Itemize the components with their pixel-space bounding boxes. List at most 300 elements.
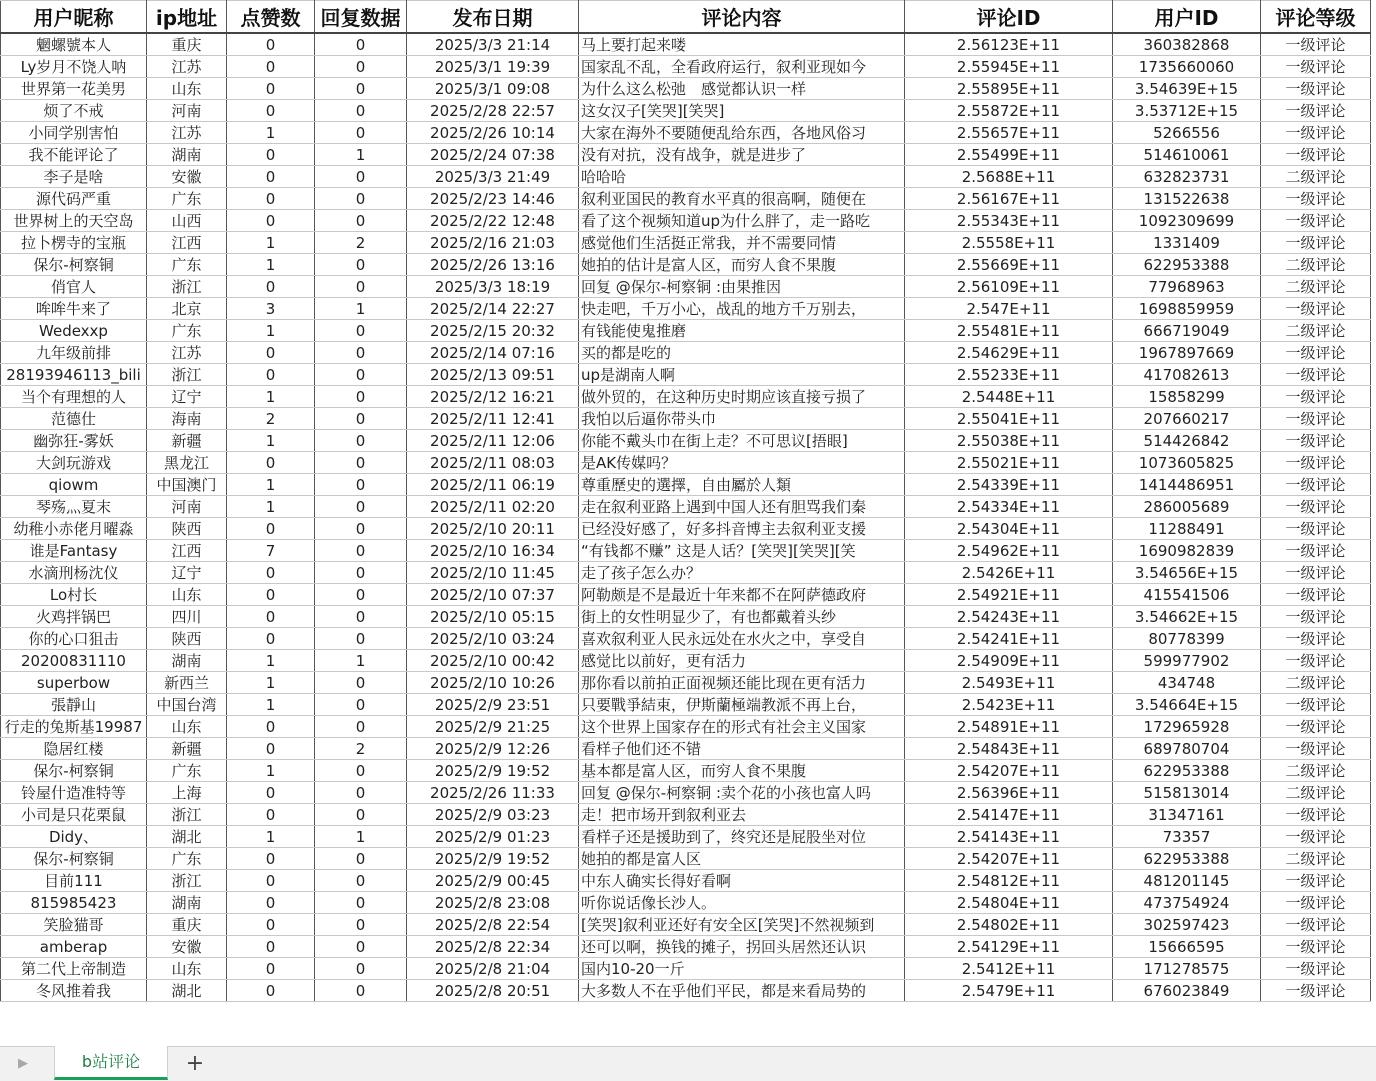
- cell-comment-id[interactable]: 2.56123E+11: [905, 33, 1113, 56]
- cell-ip[interactable]: 江苏: [147, 342, 227, 364]
- cell-content[interactable]: 看样子他们还不错: [579, 738, 905, 760]
- cell-replies[interactable]: 0: [315, 694, 407, 716]
- cell-replies[interactable]: 0: [315, 78, 407, 100]
- cell-comment-id[interactable]: 2.5448E+11: [905, 386, 1113, 408]
- cell-content[interactable]: 中东人确实长得好看啊: [579, 870, 905, 892]
- cell-ip[interactable]: 陕西: [147, 628, 227, 650]
- cell-date[interactable]: 2025/2/22 12:48: [407, 210, 579, 232]
- cell-ip[interactable]: 新疆: [147, 430, 227, 452]
- table-row[interactable]: [1, 188, 1371, 210]
- cell-ip[interactable]: 中国台湾: [147, 694, 227, 716]
- cell-level[interactable]: 一级评论: [1261, 144, 1371, 166]
- cell-ip[interactable]: 湖南: [147, 650, 227, 672]
- cell-replies[interactable]: 2: [315, 738, 407, 760]
- cell-replies[interactable]: 0: [315, 958, 407, 980]
- cell-user-id[interactable]: 599977902: [1113, 650, 1261, 672]
- table-row[interactable]: [1, 452, 1371, 474]
- cell-content[interactable]: 买的都是吃的: [579, 342, 905, 364]
- cell-replies[interactable]: 1: [315, 298, 407, 320]
- cell-user-id[interactable]: 1331409: [1113, 232, 1261, 254]
- col-header-replies[interactable]: 回复数据: [315, 1, 407, 34]
- cell-user-id[interactable]: 31347161: [1113, 804, 1261, 826]
- cell-nickname[interactable]: 琴殇灬夏末: [1, 496, 147, 518]
- cell-level[interactable]: 一级评论: [1261, 210, 1371, 232]
- cell-level[interactable]: 一级评论: [1261, 826, 1371, 848]
- cell-ip[interactable]: 河南: [147, 496, 227, 518]
- table-row[interactable]: [1, 496, 1371, 518]
- cell-replies[interactable]: 0: [315, 870, 407, 892]
- cell-comment-id[interactable]: 2.54241E+11: [905, 628, 1113, 650]
- cell-comment-id[interactable]: 2.54804E+11: [905, 892, 1113, 914]
- cell-ip[interactable]: 安徽: [147, 936, 227, 958]
- cell-ip[interactable]: 湖南: [147, 144, 227, 166]
- cell-nickname[interactable]: 铃屋什造准特等: [1, 782, 147, 804]
- cell-date[interactable]: 2025/2/11 08:03: [407, 452, 579, 474]
- cell-content[interactable]: 走！把市场开到叙利亚去: [579, 804, 905, 826]
- cell-content[interactable]: 回复 @保尔-柯察铜 :卖个花的小孩也富人吗: [579, 782, 905, 804]
- cell-nickname[interactable]: 20200831110: [1, 650, 147, 672]
- cell-nickname[interactable]: 源代码严重: [1, 188, 147, 210]
- cell-level[interactable]: 一级评论: [1261, 804, 1371, 826]
- cell-nickname[interactable]: 魍螺號本人: [1, 33, 147, 56]
- table-row[interactable]: [1, 430, 1371, 452]
- cell-replies[interactable]: 0: [315, 584, 407, 606]
- cell-level[interactable]: 一级评论: [1261, 650, 1371, 672]
- cell-content[interactable]: up是湖南人啊: [579, 364, 905, 386]
- cell-likes[interactable]: 0: [227, 364, 315, 386]
- cell-level[interactable]: 一级评论: [1261, 33, 1371, 56]
- cell-user-id[interactable]: 514610061: [1113, 144, 1261, 166]
- cell-date[interactable]: 2025/2/26 10:14: [407, 122, 579, 144]
- cell-date[interactable]: 2025/3/3 18:19: [407, 276, 579, 298]
- cell-date[interactable]: 2025/2/9 21:25: [407, 716, 579, 738]
- table-row[interactable]: [1, 320, 1371, 342]
- cell-level[interactable]: 一级评论: [1261, 232, 1371, 254]
- cell-user-id[interactable]: 80778399: [1113, 628, 1261, 650]
- cell-comment-id[interactable]: 2.55041E+11: [905, 408, 1113, 430]
- cell-nickname[interactable]: 你的心口狙击: [1, 628, 147, 650]
- cell-likes[interactable]: 1: [227, 320, 315, 342]
- cell-level[interactable]: 二级评论: [1261, 254, 1371, 276]
- cell-content[interactable]: 看样子还是援助到了，终究还是屁股坐对位: [579, 826, 905, 848]
- cell-likes[interactable]: 0: [227, 56, 315, 78]
- cell-comment-id[interactable]: 2.56167E+11: [905, 188, 1113, 210]
- cell-likes[interactable]: 0: [227, 584, 315, 606]
- cell-level[interactable]: 一级评论: [1261, 496, 1371, 518]
- cell-replies[interactable]: 0: [315, 33, 407, 56]
- cell-nickname[interactable]: 張靜山: [1, 694, 147, 716]
- cell-ip[interactable]: 浙江: [147, 804, 227, 826]
- cell-replies[interactable]: 0: [315, 386, 407, 408]
- cell-date[interactable]: 2025/3/1 09:08: [407, 78, 579, 100]
- cell-nickname[interactable]: amberap: [1, 936, 147, 958]
- cell-ip[interactable]: 广东: [147, 188, 227, 210]
- cell-replies[interactable]: 0: [315, 760, 407, 782]
- table-row[interactable]: [1, 78, 1371, 100]
- cell-comment-id[interactable]: 2.55021E+11: [905, 452, 1113, 474]
- table-row[interactable]: [1, 606, 1371, 628]
- cell-date[interactable]: 2025/2/8 23:08: [407, 892, 579, 914]
- cell-content[interactable]: 还可以啊，换钱的摊子，拐回头居然还认识: [579, 936, 905, 958]
- cell-content[interactable]: 这女汉子[笑哭][笑哭]: [579, 100, 905, 122]
- cell-ip[interactable]: 上海: [147, 782, 227, 804]
- cell-nickname[interactable]: 笑脸猫哥: [1, 914, 147, 936]
- cell-content[interactable]: 国家乱不乱，全看政府运行，叙利亚现如今: [579, 56, 905, 78]
- table-row[interactable]: [1, 760, 1371, 782]
- cell-comment-id[interactable]: 2.54334E+11: [905, 496, 1113, 518]
- cell-nickname[interactable]: 第二代上帝制造: [1, 958, 147, 980]
- cell-level[interactable]: 二级评论: [1261, 782, 1371, 804]
- cell-level[interactable]: 一级评论: [1261, 430, 1371, 452]
- cell-nickname[interactable]: 拉卜楞寺的宝瓶: [1, 232, 147, 254]
- table-row[interactable]: [1, 386, 1371, 408]
- cell-nickname[interactable]: 28193946113_bili: [1, 364, 147, 386]
- cell-ip[interactable]: 山东: [147, 584, 227, 606]
- cell-nickname[interactable]: Didy、: [1, 826, 147, 848]
- cell-likes[interactable]: 0: [227, 980, 315, 1002]
- table-row[interactable]: [1, 826, 1371, 848]
- cell-replies[interactable]: 0: [315, 100, 407, 122]
- table-row[interactable]: [1, 958, 1371, 980]
- cell-ip[interactable]: 中国澳门: [147, 474, 227, 496]
- cell-comment-id[interactable]: 2.54802E+11: [905, 914, 1113, 936]
- cell-likes[interactable]: 0: [227, 78, 315, 100]
- cell-comment-id[interactable]: 2.55895E+11: [905, 78, 1113, 100]
- cell-level[interactable]: 二级评论: [1261, 760, 1371, 782]
- cell-content[interactable]: 她拍的估计是富人区，而穷人食不果腹: [579, 254, 905, 276]
- cell-date[interactable]: 2025/3/3 21:49: [407, 166, 579, 188]
- cell-likes[interactable]: 0: [227, 606, 315, 628]
- cell-user-id[interactable]: 676023849: [1113, 980, 1261, 1002]
- cell-nickname[interactable]: 保尔-柯察铜: [1, 760, 147, 782]
- cell-comment-id[interactable]: 2.5558E+11: [905, 232, 1113, 254]
- cell-user-id[interactable]: 77968963: [1113, 276, 1261, 298]
- cell-content[interactable]: 喜欢叙利亚人民永远处在水火之中，享受自: [579, 628, 905, 650]
- table-row[interactable]: [1, 232, 1371, 254]
- cell-comment-id[interactable]: 2.55038E+11: [905, 430, 1113, 452]
- cell-date[interactable]: 2025/2/15 20:32: [407, 320, 579, 342]
- cell-replies[interactable]: 0: [315, 210, 407, 232]
- cell-replies[interactable]: 0: [315, 474, 407, 496]
- col-header-user-id[interactable]: 用户ID: [1113, 1, 1261, 34]
- cell-content[interactable]: 看了这个视频知道up为什么胖了，走一路吃: [579, 210, 905, 232]
- cell-user-id[interactable]: 434748: [1113, 672, 1261, 694]
- table-row[interactable]: [1, 694, 1371, 716]
- table-row[interactable]: [1, 936, 1371, 958]
- cell-nickname[interactable]: 目前111: [1, 870, 147, 892]
- cell-content[interactable]: 走在叙利亚路上遇到中国人还有胆骂我们秦: [579, 496, 905, 518]
- cell-ip[interactable]: 山东: [147, 78, 227, 100]
- table-row[interactable]: [1, 254, 1371, 276]
- cell-comment-id[interactable]: 2.5423E+11: [905, 694, 1113, 716]
- table-row[interactable]: [1, 276, 1371, 298]
- cell-user-id[interactable]: 3.54656E+15: [1113, 562, 1261, 584]
- cell-content[interactable]: 走了孩子怎么办？: [579, 562, 905, 584]
- cell-likes[interactable]: 1: [227, 826, 315, 848]
- cell-ip[interactable]: 山西: [147, 210, 227, 232]
- cell-ip[interactable]: 广东: [147, 760, 227, 782]
- cell-date[interactable]: 2025/2/9 12:26: [407, 738, 579, 760]
- cell-content[interactable]: 做外贸的，在这种历史时期应该直接亏损了: [579, 386, 905, 408]
- cell-content[interactable]: 街上的女性明显少了，有也都戴着头纱: [579, 606, 905, 628]
- cell-ip[interactable]: 江西: [147, 540, 227, 562]
- cell-replies[interactable]: 0: [315, 848, 407, 870]
- cell-level[interactable]: 二级评论: [1261, 672, 1371, 694]
- cell-date[interactable]: 2025/2/10 03:24: [407, 628, 579, 650]
- cell-date[interactable]: 2025/2/26 11:33: [407, 782, 579, 804]
- cell-level[interactable]: 一级评论: [1261, 738, 1371, 760]
- cell-date[interactable]: 2025/2/9 00:45: [407, 870, 579, 892]
- cell-user-id[interactable]: 1092309699: [1113, 210, 1261, 232]
- cell-nickname[interactable]: 大剑玩游戏: [1, 452, 147, 474]
- cell-comment-id[interactable]: 2.54629E+11: [905, 342, 1113, 364]
- cell-likes[interactable]: 0: [227, 738, 315, 760]
- cell-date[interactable]: 2025/2/14 07:16: [407, 342, 579, 364]
- cell-date[interactable]: 2025/2/9 01:23: [407, 826, 579, 848]
- cell-ip[interactable]: 湖北: [147, 980, 227, 1002]
- cell-ip[interactable]: 广东: [147, 320, 227, 342]
- cell-comment-id[interactable]: 2.54812E+11: [905, 870, 1113, 892]
- cell-level[interactable]: 一级评论: [1261, 980, 1371, 1002]
- table-row[interactable]: [1, 628, 1371, 650]
- cell-nickname[interactable]: 俏官人: [1, 276, 147, 298]
- cell-user-id[interactable]: 1690982839: [1113, 540, 1261, 562]
- cell-replies[interactable]: 0: [315, 562, 407, 584]
- cell-date[interactable]: 2025/2/11 12:06: [407, 430, 579, 452]
- cell-nickname[interactable]: 幽弥狂-雾妖: [1, 430, 147, 452]
- cell-nickname[interactable]: 隐居红楼: [1, 738, 147, 760]
- cell-nickname[interactable]: 小同学别害怕: [1, 122, 147, 144]
- cell-comment-id[interactable]: 2.55499E+11: [905, 144, 1113, 166]
- cell-content[interactable]: [笑哭]叙利亚还好有安全区[笑哭]不然视频到: [579, 914, 905, 936]
- table-row[interactable]: [1, 122, 1371, 144]
- cell-content[interactable]: 叙利亚国民的教育水平真的很高啊，随便在: [579, 188, 905, 210]
- cell-user-id[interactable]: 360382868: [1113, 33, 1261, 56]
- cell-content[interactable]: 我怕以后逼你带头巾: [579, 408, 905, 430]
- cell-comment-id[interactable]: 2.54921E+11: [905, 584, 1113, 606]
- cell-content[interactable]: 为什么这么松弛 感觉都认识一样: [579, 78, 905, 100]
- cell-comment-id[interactable]: 2.55669E+11: [905, 254, 1113, 276]
- cell-ip[interactable]: 河南: [147, 100, 227, 122]
- table-row[interactable]: [1, 166, 1371, 188]
- cell-user-id[interactable]: 286005689: [1113, 496, 1261, 518]
- cell-content[interactable]: 哈哈哈: [579, 166, 905, 188]
- cell-level[interactable]: 一级评论: [1261, 452, 1371, 474]
- cell-ip[interactable]: 山东: [147, 716, 227, 738]
- cell-level[interactable]: 一级评论: [1261, 122, 1371, 144]
- table-row[interactable]: [1, 56, 1371, 78]
- cell-ip[interactable]: 重庆: [147, 914, 227, 936]
- cell-likes[interactable]: 0: [227, 518, 315, 540]
- cell-likes[interactable]: 1: [227, 232, 315, 254]
- cell-replies[interactable]: 0: [315, 716, 407, 738]
- cell-user-id[interactable]: 5266556: [1113, 122, 1261, 144]
- cell-date[interactable]: 2025/2/8 20:51: [407, 980, 579, 1002]
- cell-content[interactable]: 快走吧，千万小心，战乱的地方千万别去，: [579, 298, 905, 320]
- cell-date[interactable]: 2025/2/23 14:46: [407, 188, 579, 210]
- cell-user-id[interactable]: 15666595: [1113, 936, 1261, 958]
- cell-level[interactable]: 一级评论: [1261, 364, 1371, 386]
- cell-date[interactable]: 2025/2/11 06:19: [407, 474, 579, 496]
- cell-likes[interactable]: 2: [227, 408, 315, 430]
- cell-likes[interactable]: 1: [227, 496, 315, 518]
- cell-likes[interactable]: 7: [227, 540, 315, 562]
- cell-comment-id[interactable]: 2.5479E+11: [905, 980, 1113, 1002]
- cell-likes[interactable]: 1: [227, 650, 315, 672]
- cell-date[interactable]: 2025/2/10 20:11: [407, 518, 579, 540]
- cell-comment-id[interactable]: 2.5412E+11: [905, 958, 1113, 980]
- cell-level[interactable]: 二级评论: [1261, 320, 1371, 342]
- cell-level[interactable]: 一级评论: [1261, 100, 1371, 122]
- cell-content[interactable]: 大多数人不在乎他们平民，都是来看局势的: [579, 980, 905, 1002]
- cell-nickname[interactable]: superbow: [1, 672, 147, 694]
- cell-level[interactable]: 一级评论: [1261, 914, 1371, 936]
- cell-date[interactable]: 2025/2/26 13:16: [407, 254, 579, 276]
- cell-comment-id[interactable]: 2.55481E+11: [905, 320, 1113, 342]
- cell-comment-id[interactable]: 2.5493E+11: [905, 672, 1113, 694]
- cell-content[interactable]: 基本都是富人区，而穷人食不果腹: [579, 760, 905, 782]
- cell-user-id[interactable]: 473754924: [1113, 892, 1261, 914]
- cell-ip[interactable]: 海南: [147, 408, 227, 430]
- cell-likes[interactable]: 0: [227, 452, 315, 474]
- cell-level[interactable]: 二级评论: [1261, 848, 1371, 870]
- cell-likes[interactable]: 0: [227, 342, 315, 364]
- cell-user-id[interactable]: 1735660060: [1113, 56, 1261, 78]
- cell-date[interactable]: 2025/2/10 00:42: [407, 650, 579, 672]
- cell-replies[interactable]: 0: [315, 804, 407, 826]
- cell-level[interactable]: 一级评论: [1261, 562, 1371, 584]
- cell-nickname[interactable]: 保尔-柯察铜: [1, 254, 147, 276]
- cell-content[interactable]: 那你看以前拍正面视频还能比现在更有活力: [579, 672, 905, 694]
- cell-replies[interactable]: 0: [315, 364, 407, 386]
- cell-likes[interactable]: 0: [227, 936, 315, 958]
- cell-nickname[interactable]: 水滴刑杨沈仪: [1, 562, 147, 584]
- cell-content[interactable]: 回复 @保尔-柯察铜 :由果推因: [579, 276, 905, 298]
- cell-user-id[interactable]: 131522638: [1113, 188, 1261, 210]
- cell-user-id[interactable]: 302597423: [1113, 914, 1261, 936]
- cell-ip[interactable]: 江苏: [147, 56, 227, 78]
- cell-user-id[interactable]: 632823731: [1113, 166, 1261, 188]
- cell-likes[interactable]: 0: [227, 892, 315, 914]
- cell-nickname[interactable]: 我不能评论了: [1, 144, 147, 166]
- cell-user-id[interactable]: 15858299: [1113, 386, 1261, 408]
- cell-ip[interactable]: 浙江: [147, 870, 227, 892]
- cell-replies[interactable]: 1: [315, 144, 407, 166]
- cell-likes[interactable]: 3: [227, 298, 315, 320]
- cell-nickname[interactable]: 范德仕: [1, 408, 147, 430]
- cell-comment-id[interactable]: 2.547E+11: [905, 298, 1113, 320]
- cell-date[interactable]: 2025/2/13 09:51: [407, 364, 579, 386]
- cell-comment-id[interactable]: 2.54339E+11: [905, 474, 1113, 496]
- cell-replies[interactable]: 0: [315, 430, 407, 452]
- cell-content[interactable]: 尊重歷史的選擇，自由屬於人類: [579, 474, 905, 496]
- table-row[interactable]: [1, 518, 1371, 540]
- cell-nickname[interactable]: Ly岁月不饶人呐: [1, 56, 147, 78]
- cell-comment-id[interactable]: 2.54243E+11: [905, 606, 1113, 628]
- cell-replies[interactable]: 0: [315, 782, 407, 804]
- cell-likes[interactable]: 1: [227, 474, 315, 496]
- cell-nickname[interactable]: 烦了不戒: [1, 100, 147, 122]
- cell-nickname[interactable]: 行走的兔斯基19987: [1, 716, 147, 738]
- cell-user-id[interactable]: 207660217: [1113, 408, 1261, 430]
- cell-replies[interactable]: 0: [315, 166, 407, 188]
- cell-content[interactable]: 国内10-20一斤: [579, 958, 905, 980]
- cell-replies[interactable]: 0: [315, 276, 407, 298]
- cell-level[interactable]: 一级评论: [1261, 342, 1371, 364]
- cell-date[interactable]: 2025/2/28 22:57: [407, 100, 579, 122]
- cell-replies[interactable]: 0: [315, 540, 407, 562]
- cell-user-id[interactable]: 1698859959: [1113, 298, 1261, 320]
- cell-user-id[interactable]: 666719049: [1113, 320, 1261, 342]
- cell-date[interactable]: 2025/2/12 16:21: [407, 386, 579, 408]
- cell-likes[interactable]: 0: [227, 210, 315, 232]
- cell-likes[interactable]: 1: [227, 430, 315, 452]
- cell-likes[interactable]: 0: [227, 562, 315, 584]
- cell-likes[interactable]: 1: [227, 122, 315, 144]
- cell-user-id[interactable]: 689780704: [1113, 738, 1261, 760]
- col-header-ip[interactable]: ip地址: [147, 1, 227, 34]
- cell-user-id[interactable]: 171278575: [1113, 958, 1261, 980]
- cell-comment-id[interactable]: 2.54843E+11: [905, 738, 1113, 760]
- cell-user-id[interactable]: 3.54664E+15: [1113, 694, 1261, 716]
- add-sheet-button[interactable]: +: [185, 1051, 205, 1076]
- cell-likes[interactable]: 0: [227, 716, 315, 738]
- table-row[interactable]: [1, 980, 1371, 1002]
- cell-comment-id[interactable]: 2.54129E+11: [905, 936, 1113, 958]
- table-row[interactable]: [1, 540, 1371, 562]
- cell-nickname[interactable]: qiowm: [1, 474, 147, 496]
- table-row[interactable]: [1, 716, 1371, 738]
- cell-date[interactable]: 2025/2/10 16:34: [407, 540, 579, 562]
- cell-content[interactable]: 马上要打起来喽: [579, 33, 905, 56]
- col-header-level[interactable]: 评论等级: [1261, 1, 1371, 34]
- cell-user-id[interactable]: 3.53712E+15: [1113, 100, 1261, 122]
- cell-content[interactable]: 已经没好感了，好多抖音博主去叙利亚支援: [579, 518, 905, 540]
- cell-date[interactable]: 2025/2/8 22:34: [407, 936, 579, 958]
- cell-content[interactable]: 感觉他们生活挺正常我，并不需要同情: [579, 232, 905, 254]
- cell-date[interactable]: 2025/2/9 23:51: [407, 694, 579, 716]
- cell-date[interactable]: 2025/2/9 19:52: [407, 848, 579, 870]
- cell-likes[interactable]: 0: [227, 782, 315, 804]
- cell-likes[interactable]: 1: [227, 694, 315, 716]
- cell-level[interactable]: 一级评论: [1261, 298, 1371, 320]
- table-row[interactable]: [1, 892, 1371, 914]
- cell-likes[interactable]: 0: [227, 100, 315, 122]
- cell-nickname[interactable]: 李子是啥: [1, 166, 147, 188]
- cell-replies[interactable]: 0: [315, 518, 407, 540]
- cell-nickname[interactable]: 小司是只花栗鼠: [1, 804, 147, 826]
- cell-nickname[interactable]: Lo村长: [1, 584, 147, 606]
- cell-comment-id[interactable]: 2.54147E+11: [905, 804, 1113, 826]
- cell-comment-id[interactable]: 2.55657E+11: [905, 122, 1113, 144]
- cell-user-id[interactable]: 1967897669: [1113, 342, 1261, 364]
- cell-ip[interactable]: 新西兰: [147, 672, 227, 694]
- cell-ip[interactable]: 北京: [147, 298, 227, 320]
- cell-level[interactable]: 二级评论: [1261, 166, 1371, 188]
- cell-replies[interactable]: 0: [315, 122, 407, 144]
- cell-nickname[interactable]: 冬风推着我: [1, 980, 147, 1002]
- table-row[interactable]: [1, 298, 1371, 320]
- cell-date[interactable]: 2025/2/14 22:27: [407, 298, 579, 320]
- cell-comment-id[interactable]: 2.54891E+11: [905, 716, 1113, 738]
- cell-content[interactable]: 有钱能使鬼推磨: [579, 320, 905, 342]
- cell-comment-id[interactable]: 2.54962E+11: [905, 540, 1113, 562]
- cell-ip[interactable]: 新疆: [147, 738, 227, 760]
- cell-date[interactable]: 2025/2/10 11:45: [407, 562, 579, 584]
- cell-comment-id[interactable]: 2.5426E+11: [905, 562, 1113, 584]
- cell-comment-id[interactable]: 2.54207E+11: [905, 848, 1113, 870]
- cell-level[interactable]: 一级评论: [1261, 386, 1371, 408]
